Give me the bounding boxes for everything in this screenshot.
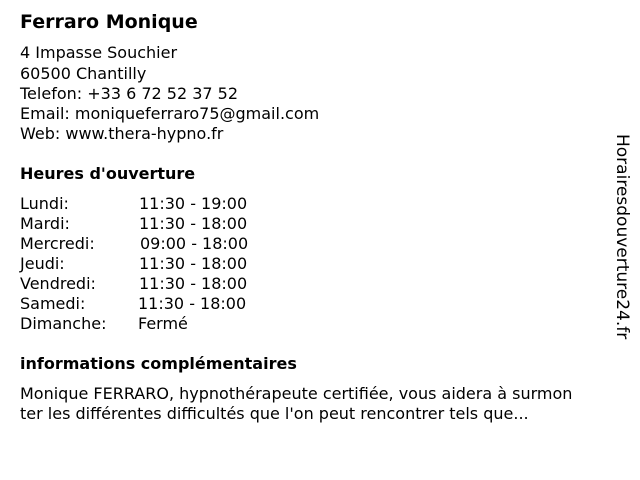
day-hours: 09:00 - 18:00 — [140, 234, 249, 253]
site-watermark — [611, 134, 635, 374]
business-name: Ferraro Monique — [20, 11, 198, 33]
day-hours: 11:30 - 18:00 — [138, 294, 247, 313]
hours-row-thursday — [20, 254, 280, 274]
hours-row-monday — [20, 194, 280, 214]
hours-row-saturday — [20, 294, 280, 314]
day-hours: 11:30 - 19:00 — [139, 194, 248, 213]
website: Web: www.thera-hypno.fr — [20, 124, 224, 143]
email-address: Email: moniqueferraro75@gmail.com — [20, 104, 320, 123]
hours-row-friday — [20, 274, 280, 294]
day-label: Samedi: — [20, 294, 86, 313]
day-hours: Fermé — [138, 314, 188, 333]
day-label: Mardi: — [20, 214, 70, 233]
day-label: Mercredi: — [20, 234, 95, 253]
hours-row-tuesday — [20, 214, 280, 234]
day-hours: 11:30 - 18:00 — [139, 214, 248, 233]
day-label: Vendredi: — [20, 274, 96, 293]
day-label: Dimanche: — [20, 314, 107, 333]
hours-row-wednesday — [20, 234, 280, 254]
additional-info-heading: informations complémentaires — [20, 354, 297, 373]
watermark-text: Horairesdouverture24.fr — [612, 134, 632, 340]
description-line: Monique FERRARO, hypnothérapeute certifiée, vous aidera à surmon — [20, 384, 573, 403]
hours-row-sunday — [20, 314, 280, 334]
day-label: Jeudi: — [20, 254, 65, 273]
day-hours: 11:30 - 18:00 — [139, 254, 248, 273]
phone-number: Telefon: +33 6 72 52 37 52 — [20, 84, 239, 103]
street-address: 4 Impasse Souchier — [20, 43, 178, 62]
description-line: ter les différentes difficultés que l'on peut rencontrer tels que... — [20, 404, 529, 423]
business-description — [20, 384, 620, 424]
city-postcode: 60500 Chantilly — [20, 64, 147, 83]
day-label: Lundi: — [20, 194, 69, 213]
opening-hours-heading: Heures d'ouverture — [20, 164, 196, 183]
day-hours: 11:30 - 18:00 — [139, 274, 248, 293]
